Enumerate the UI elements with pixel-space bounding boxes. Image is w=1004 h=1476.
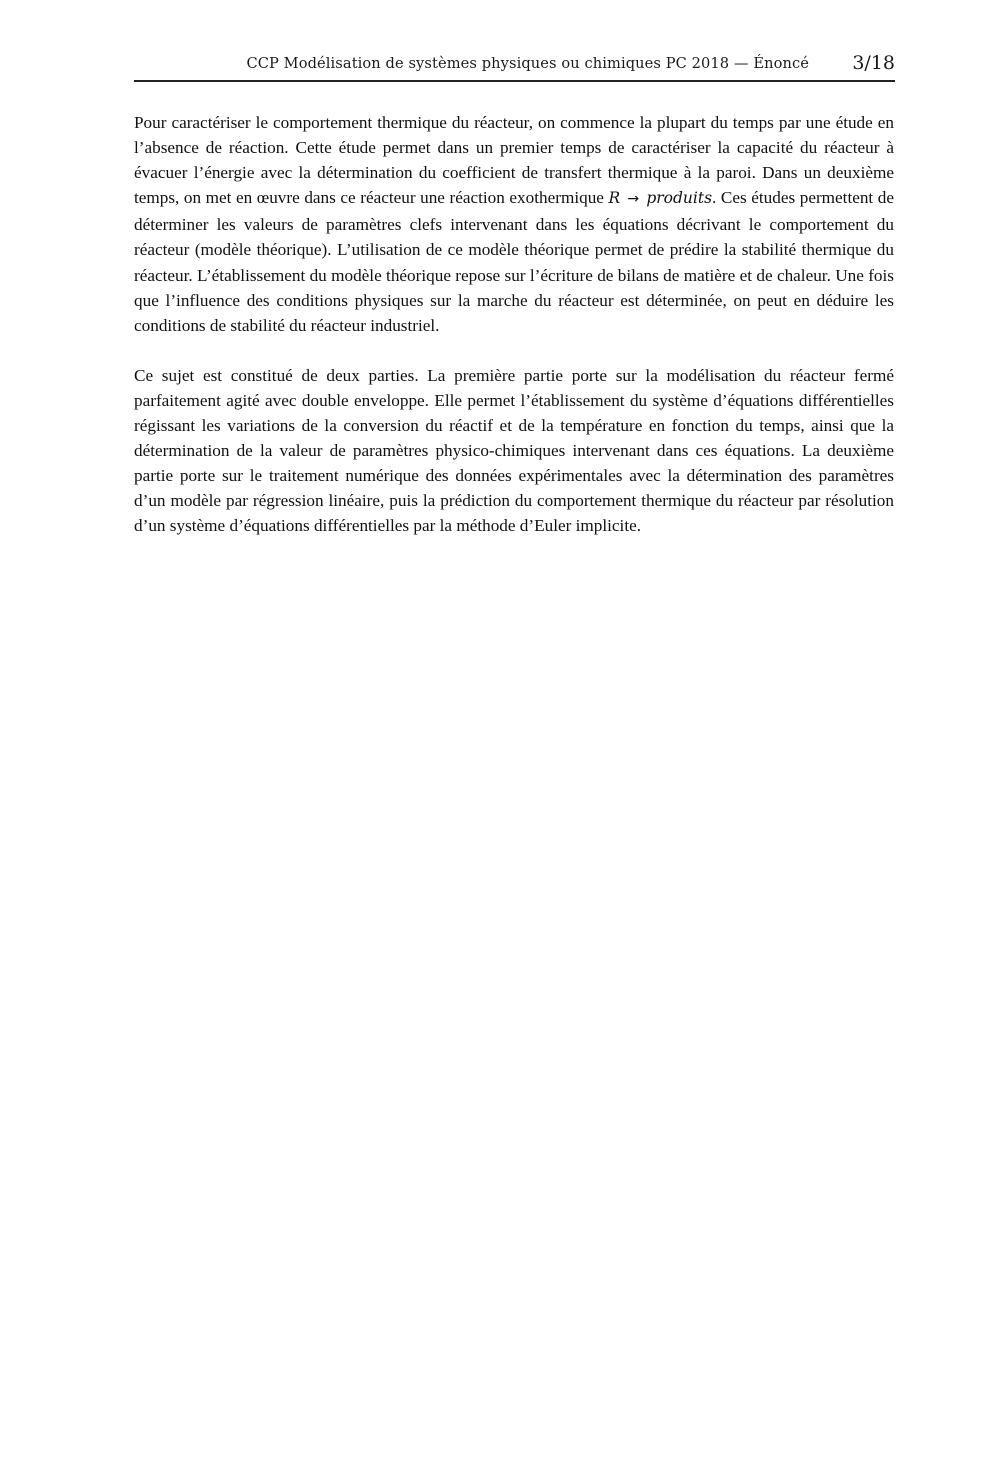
header-title: CCP Modélisation de systèmes physiques ou chimiques PC 2018 — Énoncé — [246, 55, 809, 72]
page-header — [134, 52, 895, 82]
body-text — [134, 110, 894, 539]
products-symbol: produits — [646, 189, 713, 208]
reactant-symbol: R — [608, 189, 621, 208]
subject-overview-paragraph: Ce sujet est constitué de deux parties. La première partie porte sur la modélisation du réacteur fermé parfaitement agité avec double enveloppe. Elle permet l’établissement du système d’équations différentielles régissant les variations de la conversion du réactif et de la température en fonction du temps, ainsi que la détermination de la valeur de paramètres physico-chimiques intervenant dans ces équations. La deuxième partie porte sur le traitement numérique des données expérimentales avec la détermination des paramètres d’un modèle par régression linéaire, puis la prédiction du comportement thermique du réacteur par résolution d’un système d’équations différentielles par la méthode d’Euler implicite. — [134, 365, 894, 536]
reaction-arrow-icon: → — [627, 191, 640, 208]
intro-paragraph-text-1: Pour caractériser le comportement thermique du réacteur, on commence la plupart du temps par une étude en l’absence de réaction. Cette étude permet dans un premier temps de caractériser la capacité du réacteur à évacuer l’énergie avec la détermination du coefficient de transfert thermique à la paroi. Dans un deuxième temps, on met en œuvre dans ce réacteur une réaction exothermique — [134, 113, 894, 208]
reaction-equation — [609, 189, 713, 207]
intro-paragraph-text-2: . Ces études permettent de déterminer les valeurs de paramètres clefs intervenant dans les équations décrivant le comportement du réacteur (modèle théorique). L’utilisation de ce modèle théorique permet de prédire la stabilité thermique du réacteur. L’établissement du modèle théorique repose sur l’écriture de bilans de matière et de chaleur. Une fois que l’influence des conditions physiques sur la marche du réacteur est déterminée, on peut en déduire les conditions de stabilité du réacteur industriel. — [134, 188, 895, 335]
page-number: 3/18 — [852, 52, 895, 74]
intro-paragraph — [134, 110, 894, 338]
